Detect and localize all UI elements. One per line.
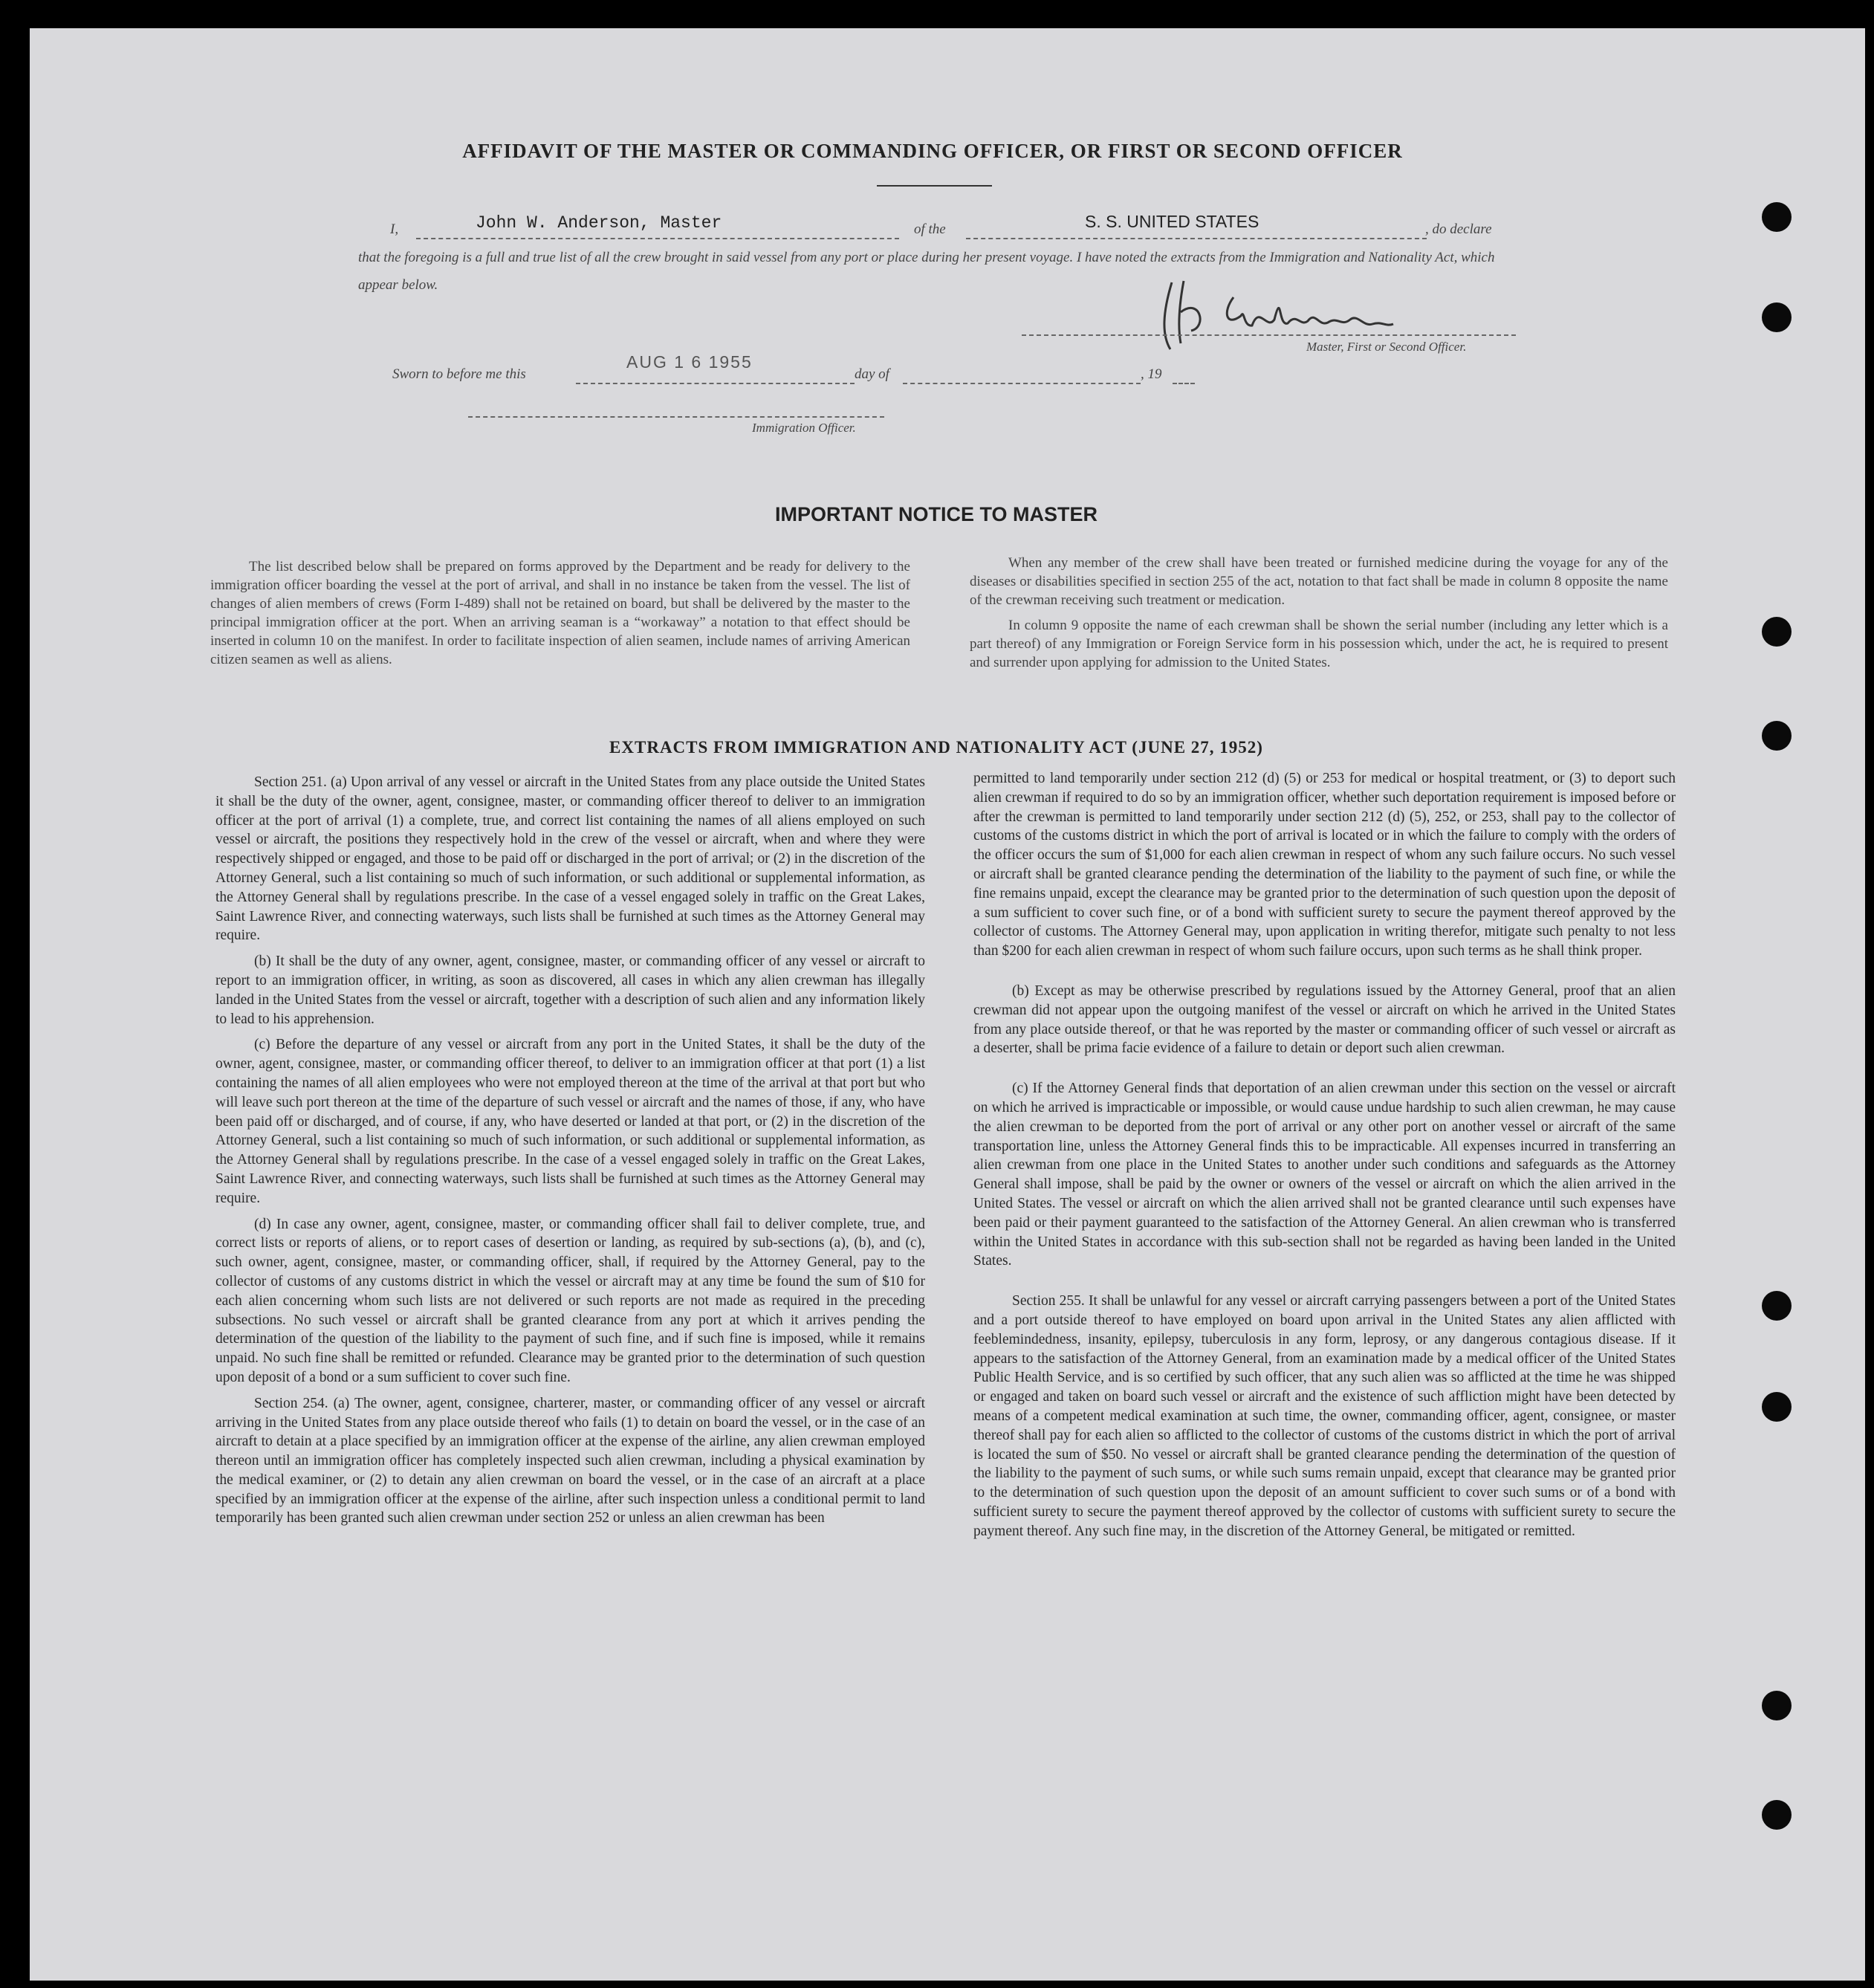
punch-hole-7 bbox=[1762, 1691, 1792, 1720]
year-label: , 19 bbox=[1141, 366, 1162, 382]
sworn-date-stamp: AUG 1 6 1955 bbox=[626, 352, 753, 372]
notice-right-paragraph-1: When any member of the crew shall have been treated or furnished medicine during the voyage for any of the diseases or disabilities specified in section 255 of the act, notation to that fact shall be made in column 8 opposite the name of the crewman receiving such treatment or medication. bbox=[970, 555, 1668, 608]
declare-label: , do declare bbox=[1425, 221, 1492, 237]
punch-hole-4 bbox=[1762, 721, 1792, 751]
master-name-field: John W. Anderson, Master bbox=[476, 213, 722, 233]
section-251a: Section 251. (a) Upon arrival of any vessel or aircraft in the United States from any place outside the United States it shall be the duty of the owner, agent, consignee, master, or commanding officer thereof to deliver to an immigration officer at the port of arrival (1) a complete, true, and correct list containing the names of all aliens employed on such vessel or aircraft, the positions they respectively hold in the crew of the vessel or aircraft, when and where they were respectively shipped or engaged, and those to be paid off or discharged in the port of arrival; or (2) in the discretion of the Attorney General, such a list containing so much of such information, or such additional or supplemental information, as the Attorney General shall by regulations prescribe. In the case of a vessel engaged solely in traffic on the Great Lakes, Saint Lawrence River, and connecting waterways, such lists shall be furnished at such times as the Attorney General may require. bbox=[215, 774, 925, 944]
section-251c: (c) Before the departure of any vessel or aircraft from any port in the United States, it shall be the duty of the owner, agent, consignee, master, or commanding officer thereof, to deliver to an immigration officer at that port (1) a list containing the names of all alien employees who were not employed thereon at the time of the arrival at that port but who will leave such port thereon at the time of the departure of such vessel or aircraft and the names of those, if any, who have been paid off or discharged, and of course, if any, who have deserted or landed at that port, or (2) in the discretion of the Attorney General, such a list containing so much of such information, or such additional or supplemental information, as the Attorney General shall by regulations prescribe. In the case of a vessel engaged solely in traffic on the Great Lakes, Saint Lawrence River, and connecting waterways, such lists shall be furnished at such times as the Attorney General may require. bbox=[215, 1037, 925, 1206]
master-caption: Master, First or Second Officer. bbox=[1306, 340, 1467, 354]
extracts-title: EXTRACTS FROM IMMIGRATION AND NATIONALITY ACT (JUNE 27, 1952) bbox=[609, 738, 1263, 757]
section-254a-continued: permitted to land temporarily under section 212 (d) (5) or 253 for medical or hospital treatment, or (3) to deport such alien crewman if required to do so by an immigration officer, whether such deportation requirement is imposed before or after the crewman is permitted to land temporarily under section 212 (d) (5), 252, or 253, shall pay to the collector of customs of the customs district in which the port of arrival is located or in which the failure to comply with the orders of the officer occurs the sum of $1,000 for each alien crewman in respect of whom any such failure occurs. No such vessel or aircraft shall be granted clearance pending the determination of the liability to the payment of such fine, or while the fine remains unpaid, except the clearance may be granted prior to the determination of such question upon the deposit of a sum sufficient to cover such fine, or of a bond with sufficient surety to secure the payment thereof approved by the collector of customs. The Attorney General may, upon application in writing therefor, mitigate such penalty to not less than $200 for each alien crewman in respect of whom such failure occurs, upon such terms as he shall think proper. bbox=[973, 771, 1676, 959]
notice-right-paragraph-2: In column 9 opposite the name of each crewman shall be shown the serial number (including any letter which is a part thereof) of any Immigration or Foreign Service form in his possession which, under the act, he is required to present and surrender upon applying for admission to the United States. bbox=[970, 618, 1668, 670]
section-255: Section 255. It shall be unlawful for any vessel or aircraft carrying passengers between a port of the United States and a port outside thereof to have employed on board upon arrival in the United States any alien afflicted with feeblemindedness, insanity, epilepsy, tuberculosis in any form, leprosy, or any dangerous contagious disease. If it appears to the satisfaction of the Attorney General, from an examination made by a medical officer of the United States Public Health Service, and is so certified by such officer, that any such alien was so afflicted at the time he was shipped or engaged and taken on board such vessel or aircraft and the existence of such affliction might have been detected by means of a competent medical examination at such time, the owner, commanding officer, agent, consignee, or master thereof shall pay for each alien so afflicted to the collector of customs of the customs district in which the port of arrival is located the sum of $50. No vessel or aircraft shall be granted clearance pending the determination of the question of the liability to the payment of such sums, or while such sums remain unpaid, except that clearance may be granted prior to the determination of such question upon the deposit of an amount sufficient to cover such sums or of a bond with sufficient surety to secure the payment thereof approved by the collector of customs with sufficient surety to secure the payment thereof. Any such fine may, in the discretion of the Attorney General, be mitigated or remitted. bbox=[973, 1293, 1676, 1539]
month-line bbox=[903, 383, 1141, 384]
section-251d: (d) In case any owner, agent, consignee, master, or commanding officer shall fail to deliver complete, true, and correct lists or reports of aliens, or to report cases of desertion or landing, as required by sub-sections (a), (b), and (c), such owner, agent, consignee, master, or commanding officer, shall, if required by the Attorney General, pay to the collector of customs of any customs district in which the vessel or aircraft may at any time be found the sum of $10 for each alien concerning whom such lists are not delivered or such reports are not made as required in the preceding subsections. No such vessel or aircraft shall be granted clearance from any port at which it arrives pending the determination of the question of the liability to the payment of such fine, and if such fine is imposed, while it remains unpaid. No such fine shall be remitted or refunded. Clearance may be granted prior to the determination of such question upon deposit of a bond or a sum sufficient to cover such fine. bbox=[215, 1216, 925, 1385]
signature-line bbox=[1022, 334, 1516, 336]
sworn-day-line bbox=[576, 383, 855, 384]
of-the-label: of the bbox=[914, 221, 946, 237]
punch-hole-2 bbox=[1762, 302, 1792, 332]
year-line bbox=[1173, 383, 1195, 384]
punch-hole-8 bbox=[1762, 1800, 1792, 1830]
immigration-officer-line bbox=[468, 416, 884, 418]
section-254b: (b) Except as may be otherwise prescribed by regulations issued by the Attorney General, proof that an alien crewman did not appear upon the outgoing manifest of the vessel or aircraft on which he arrived in the United States from any place outside thereof, or that he was reported by the master or commanding officer of such vessel or aircraft as a deserter, shall be prima facie evidence of a failure to detain or deport such alien crewman. bbox=[973, 982, 1676, 1057]
notice-title: IMPORTANT NOTICE TO MASTER bbox=[775, 503, 1098, 525]
affidavit-title: AFFIDAVIT OF THE MASTER OR COMMANDING OFFICER, OR FIRST OR SECOND OFFICER bbox=[462, 140, 1403, 162]
immigration-officer-caption: Immigration Officer. bbox=[752, 421, 856, 435]
section-254a: Section 254. (a) The owner, agent, consignee, charterer, master, or commanding officer of any vessel or aircraft arriving in the United States from any place outside thereof who fails (1) to detain on board the vessel, or in the case of an aircraft to detain at a place specified by an immigration officer at the expense of the airline, any alien crewman employed thereon until an immigration officer has completely inspected such alien crewman, including a physical examination by the medical examiner, or (2) to detain any alien crewman on board the vessel, or in the case of an aircraft at a place specified by an immigration officer at the expense of the airline, after such inspection unless a conditional permit to land temporarily has been granted such alien crewman under section 252 or unless an alien crewman has been bbox=[215, 1395, 925, 1526]
section-254c: (c) If the Attorney General finds that deportation of an alien crewman under this section on the vessel or aircraft on which he arrived is impracticable or impossible, or would cause undue hardship to such alien crewman, he may cause the alien crewman to be deported from the port of arrival or any other port on another vessel or aircraft of the same transportation line, unless the Attorney General finds this to be impracticable. All expenses incurred in transferring an alien crewman from one place in the United States to another under such conditions and safeguards as the Attorney General shall impose, shall be paid by the owner or owners of the vessel or aircraft on which the alien arrived in the United States. The vessel or aircraft on which the alien arrived shall not be granted clearance until such expenses have been paid or their payment guaranteed to the satisfaction of the Attorney General. An alien crewman who is transferred within the United States in accordance with this sub-section shall not be regarded as having been landed in the United States. bbox=[973, 1081, 1676, 1269]
day-of-label: day of bbox=[855, 366, 889, 382]
master-name-line bbox=[416, 238, 899, 239]
notice-left-paragraph: The list described below shall be prepared on forms approved by the Department and be ready for delivery to the immigration officer boarding the vessel at the port of arrival, and shall in no instance be taken from the vessel. The list of changes of alien members of crews (Form I-489) shall not be retained on board, but shall be delivered by the master to the principal immigration officer at the port. When an arriving seaman is a “workaway” a notation to that effect should be inserted in column 10 on the manifest. In order to facilitate inspection of alien seamen, include names of arriving American citizen seamen as well as aliens. bbox=[210, 559, 910, 667]
punch-hole-5 bbox=[1762, 1291, 1792, 1321]
section-251b: (b) It shall be the duty of any owner, agent, consignee, master, or commanding officer of any vessel or aircraft to report to an immigration officer, in writing, as soon as discovered, all cases in which any alien crewman has illegally landed in the United States from the vessel or aircraft, together with a description of such alien and any information likely to lead to his apprehension. bbox=[215, 953, 925, 1027]
vessel-name-line bbox=[966, 238, 1427, 239]
notice-right-column bbox=[970, 554, 1668, 679]
extracts-right-column bbox=[973, 769, 1676, 1547]
notice-left-column bbox=[210, 557, 910, 676]
i-label: I, bbox=[390, 221, 399, 237]
punch-hole-1 bbox=[1762, 202, 1792, 232]
punch-hole-6 bbox=[1762, 1392, 1792, 1422]
extracts-left-column bbox=[215, 773, 925, 1535]
title-divider bbox=[877, 185, 992, 187]
punch-hole-3 bbox=[1762, 617, 1792, 647]
sworn-label: Sworn to before me this bbox=[392, 366, 526, 382]
affidavit-body: that the foregoing is a full and true list of all the crew brought in said vessel from any port or place during her present voyage. I have noted the extracts from the Immigration and Nationality Act, which appear below. bbox=[358, 250, 1495, 293]
vessel-name-field: S. S. UNITED STATES bbox=[1085, 212, 1259, 231]
